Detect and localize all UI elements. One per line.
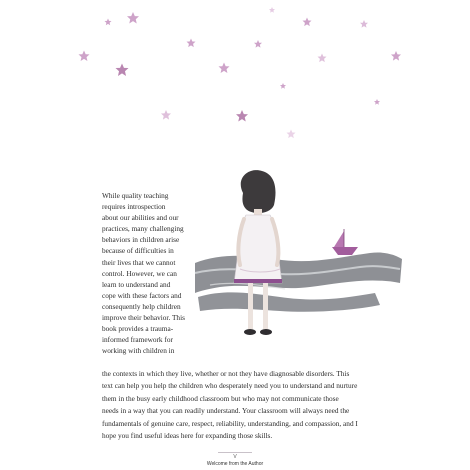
- star-icon: [79, 7, 402, 138]
- text-line: requires introspection: [102, 202, 166, 212]
- paper-boat: [332, 229, 358, 255]
- sea-waves: [195, 252, 402, 311]
- text-line: consequently help children: [102, 301, 181, 311]
- page-number: V: [233, 454, 237, 460]
- text-line: hope you find useful ideas here for expanding those skills.: [102, 431, 273, 441]
- text-line: control. However, we can: [102, 268, 177, 278]
- star-field: [0, 0, 470, 150]
- running-footer-title: Welcome from the Author: [206, 461, 264, 467]
- text-line: about our abilities and our: [102, 213, 179, 223]
- girl-looking-at-sea-with-paper-boat-icon: [190, 165, 405, 350]
- text-line: needs in a way that you can readily understand. Your classroom will always need the: [102, 406, 350, 416]
- text-line: book provides a trauma-: [102, 324, 174, 334]
- text-line: text can help you help the children who desperately need you to understand and nurture: [102, 381, 358, 391]
- body-text-wide-column: [102, 368, 378, 442]
- text-line: them in the busy early childhood classroom but who may not communicate those: [102, 393, 339, 403]
- text-line: their lives that we cannot: [102, 257, 176, 267]
- text-line: fundamentals of genuine care, respect, reliability, understanding, and compassion, and I: [102, 418, 358, 428]
- body-text-narrow-column: [102, 190, 202, 356]
- text-line: behaviors in children arise: [102, 235, 180, 245]
- text-line: because of difficulties in: [102, 246, 174, 256]
- text-line: the contexts in which they live, whether or not they have diagnosable disorders. This: [102, 369, 350, 378]
- text-line: informed framework for: [102, 335, 173, 345]
- text-line: working with children in: [102, 346, 175, 356]
- text-line: practices, many challenging: [102, 224, 184, 234]
- text-line: While quality teaching: [102, 191, 169, 200]
- text-line: cope with these factors and: [102, 290, 182, 300]
- text-line: improve their behavior. This: [102, 313, 185, 323]
- text-line: learn to understand and: [102, 279, 171, 289]
- footer-divider: [218, 452, 252, 453]
